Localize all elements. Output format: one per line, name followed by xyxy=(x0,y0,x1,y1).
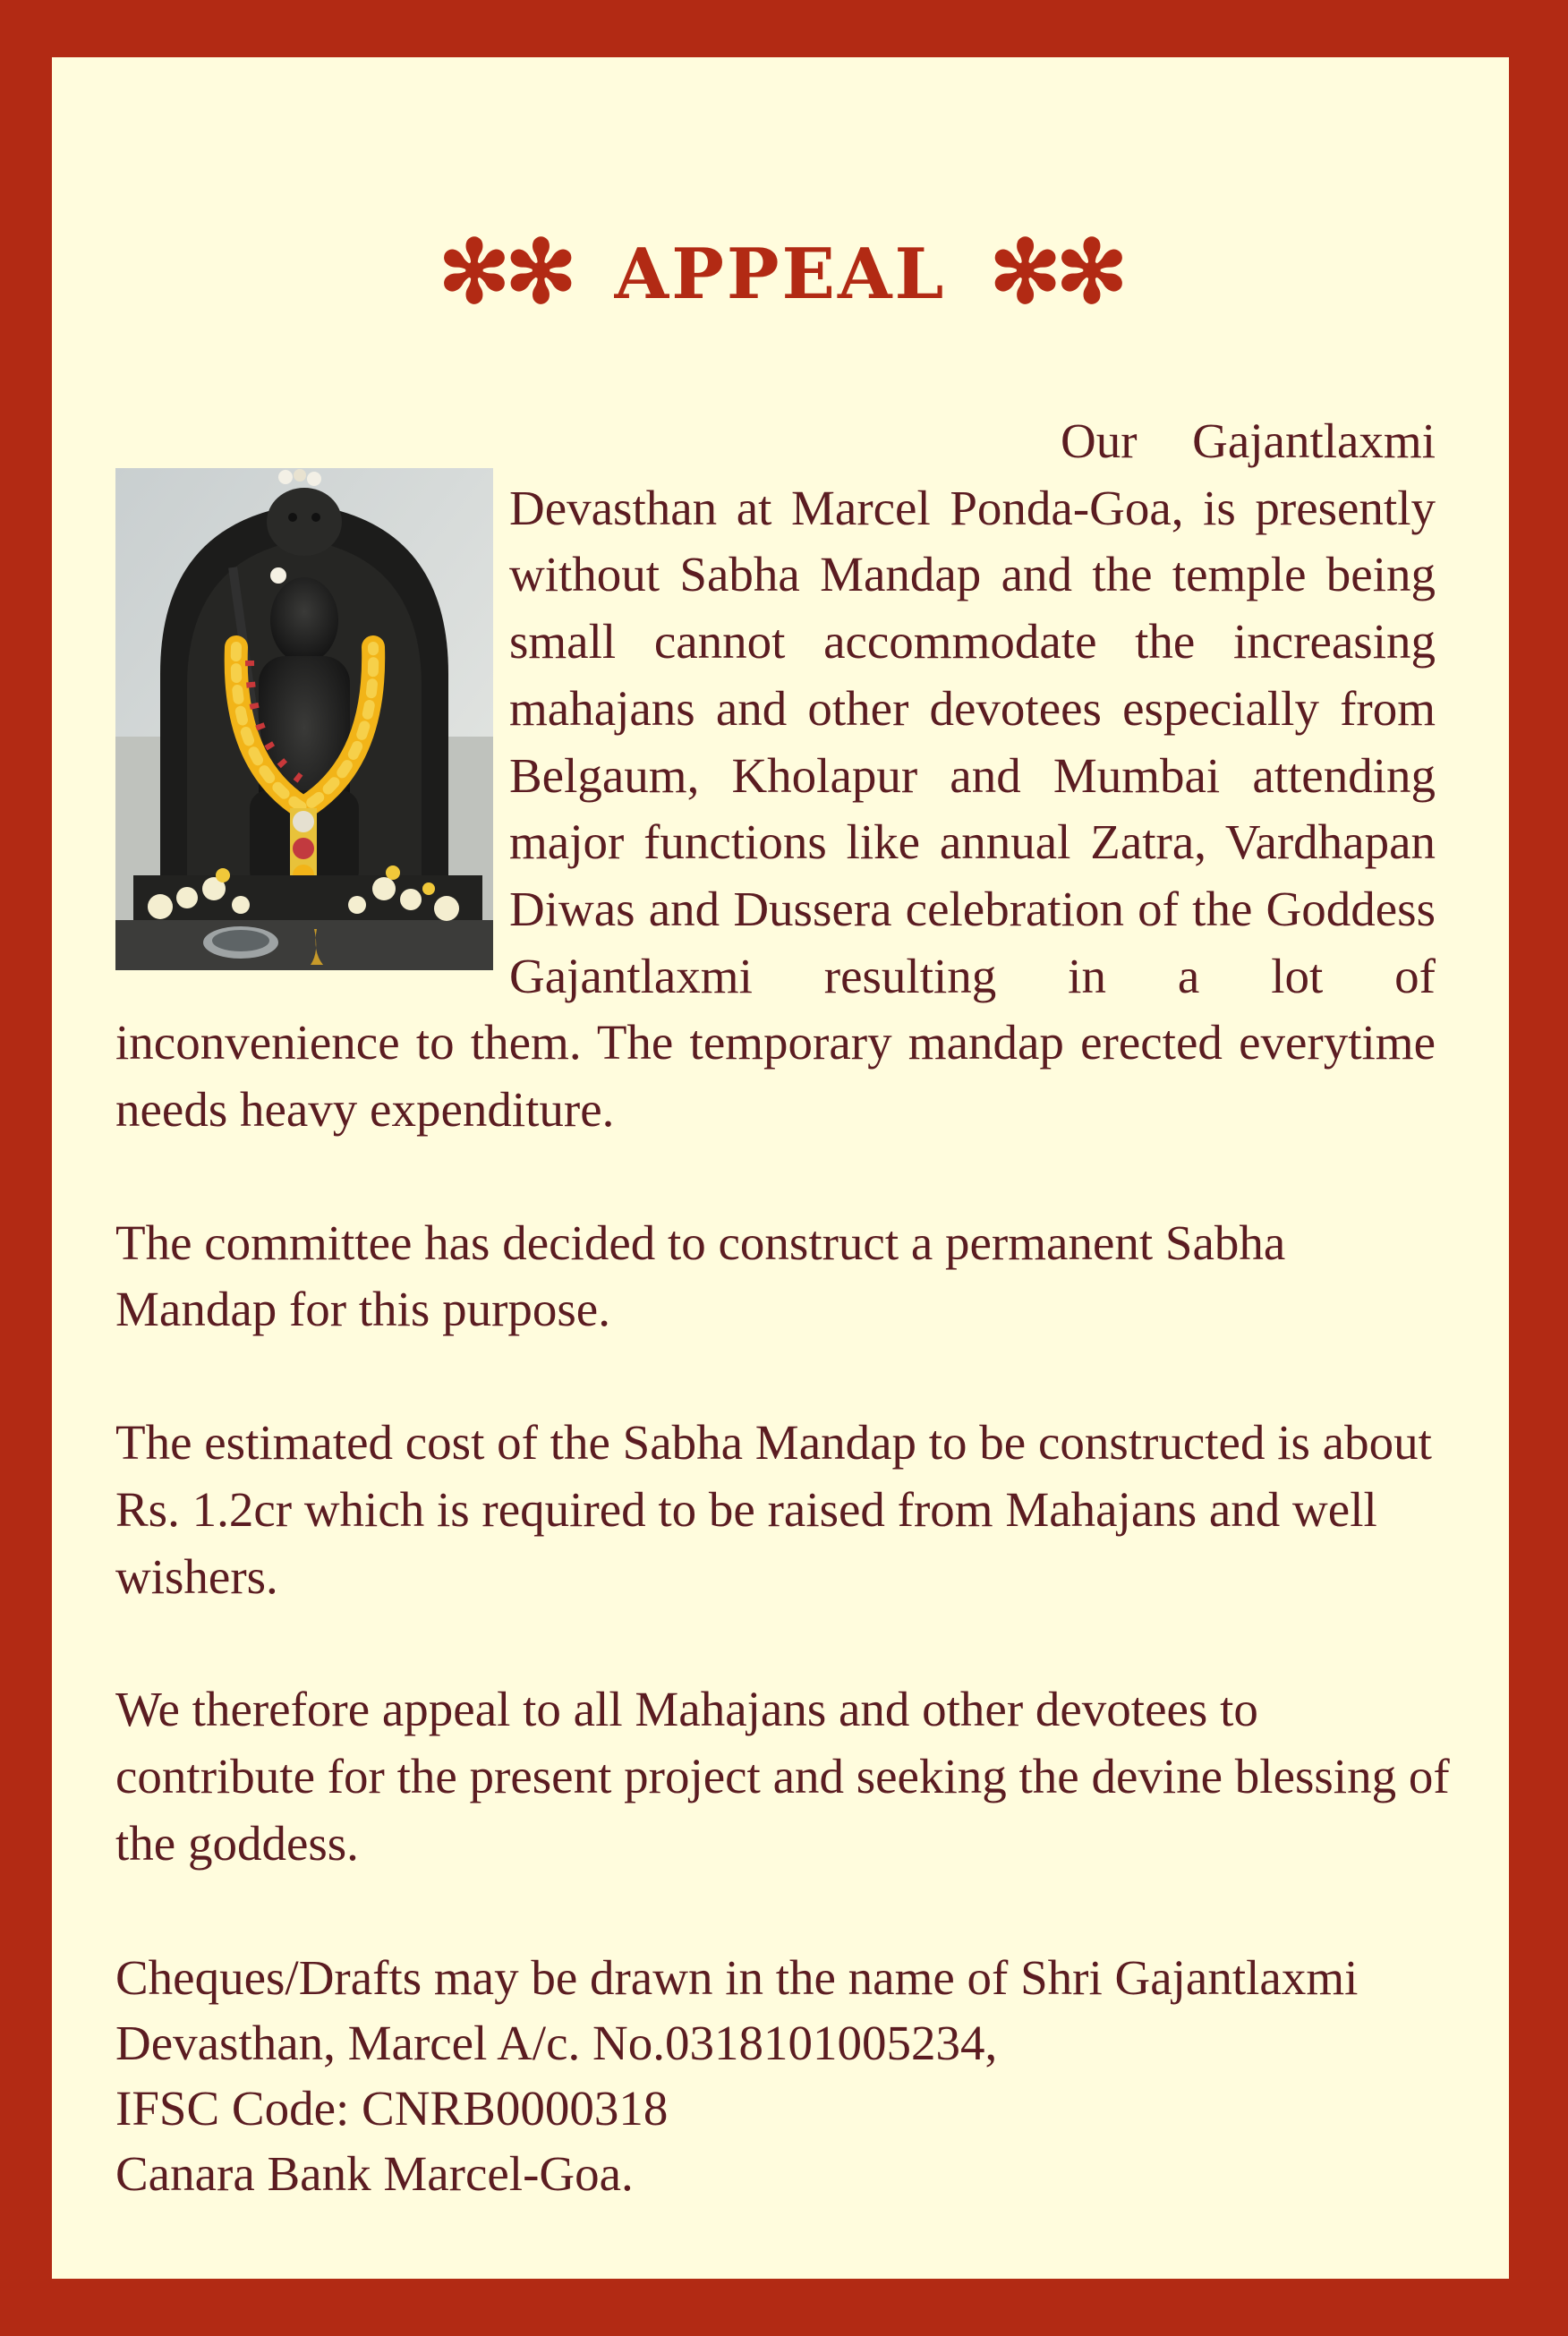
right-asterisk-ornament: ✻✻ xyxy=(989,221,1123,322)
page-title xyxy=(52,221,1509,322)
idol-image xyxy=(115,468,493,970)
intro-paragraph: Our Gajantlaxmi Devasthan at Marcel Ponda-Goa, is presently without Sabha Mandap and the temple being small cannot accommodate the increasing mahajans and other devotees especially from Belgaum, Kholapur and Mumbai attending major functions like annual Zatra, Vardhapan Diwas and Dussera celebration of the Goddess Gajantlaxmi resulting in a lot of inconvenience to them. The temporary mandap erected everytime needs heavy expenditure. xyxy=(115,413,1436,1138)
bank-line-ifsc: IFSC Code: CNRB0000318 xyxy=(115,2081,669,2136)
appeal-paragraph: We therefore appeal to all Mahajans and other devotees to contribute for the present project and seeking the devine blessing of the goddess. xyxy=(115,1682,1450,1871)
bank-line-payee: Cheques/Drafts may be drawn in the name of Shri Gajantlaxmi xyxy=(115,1950,1359,2006)
title-text: APPEAL xyxy=(614,234,947,315)
bank-line-branch: Canara Bank Marcel-Goa. xyxy=(115,2146,634,2202)
appeal-body xyxy=(115,408,1458,2206)
committee-paragraph: The committee has decided to construct a permanent Sabha Mandap for this purpose. xyxy=(115,1215,1286,1337)
cost-paragraph: The estimated cost of the Sabha Mandap to be constructed is about Rs. 1.2cr which is required to be raised from Mahajans and well wishers. xyxy=(115,1415,1432,1604)
goddess-idol-photo xyxy=(115,468,493,970)
bank-line-account: Devasthan, Marcel A/c. No.0318101005234, xyxy=(115,2016,998,2071)
appeal-panel xyxy=(52,57,1509,2279)
bank-details xyxy=(115,1945,1458,2206)
left-asterisk-ornament: ✻✻ xyxy=(438,221,572,322)
